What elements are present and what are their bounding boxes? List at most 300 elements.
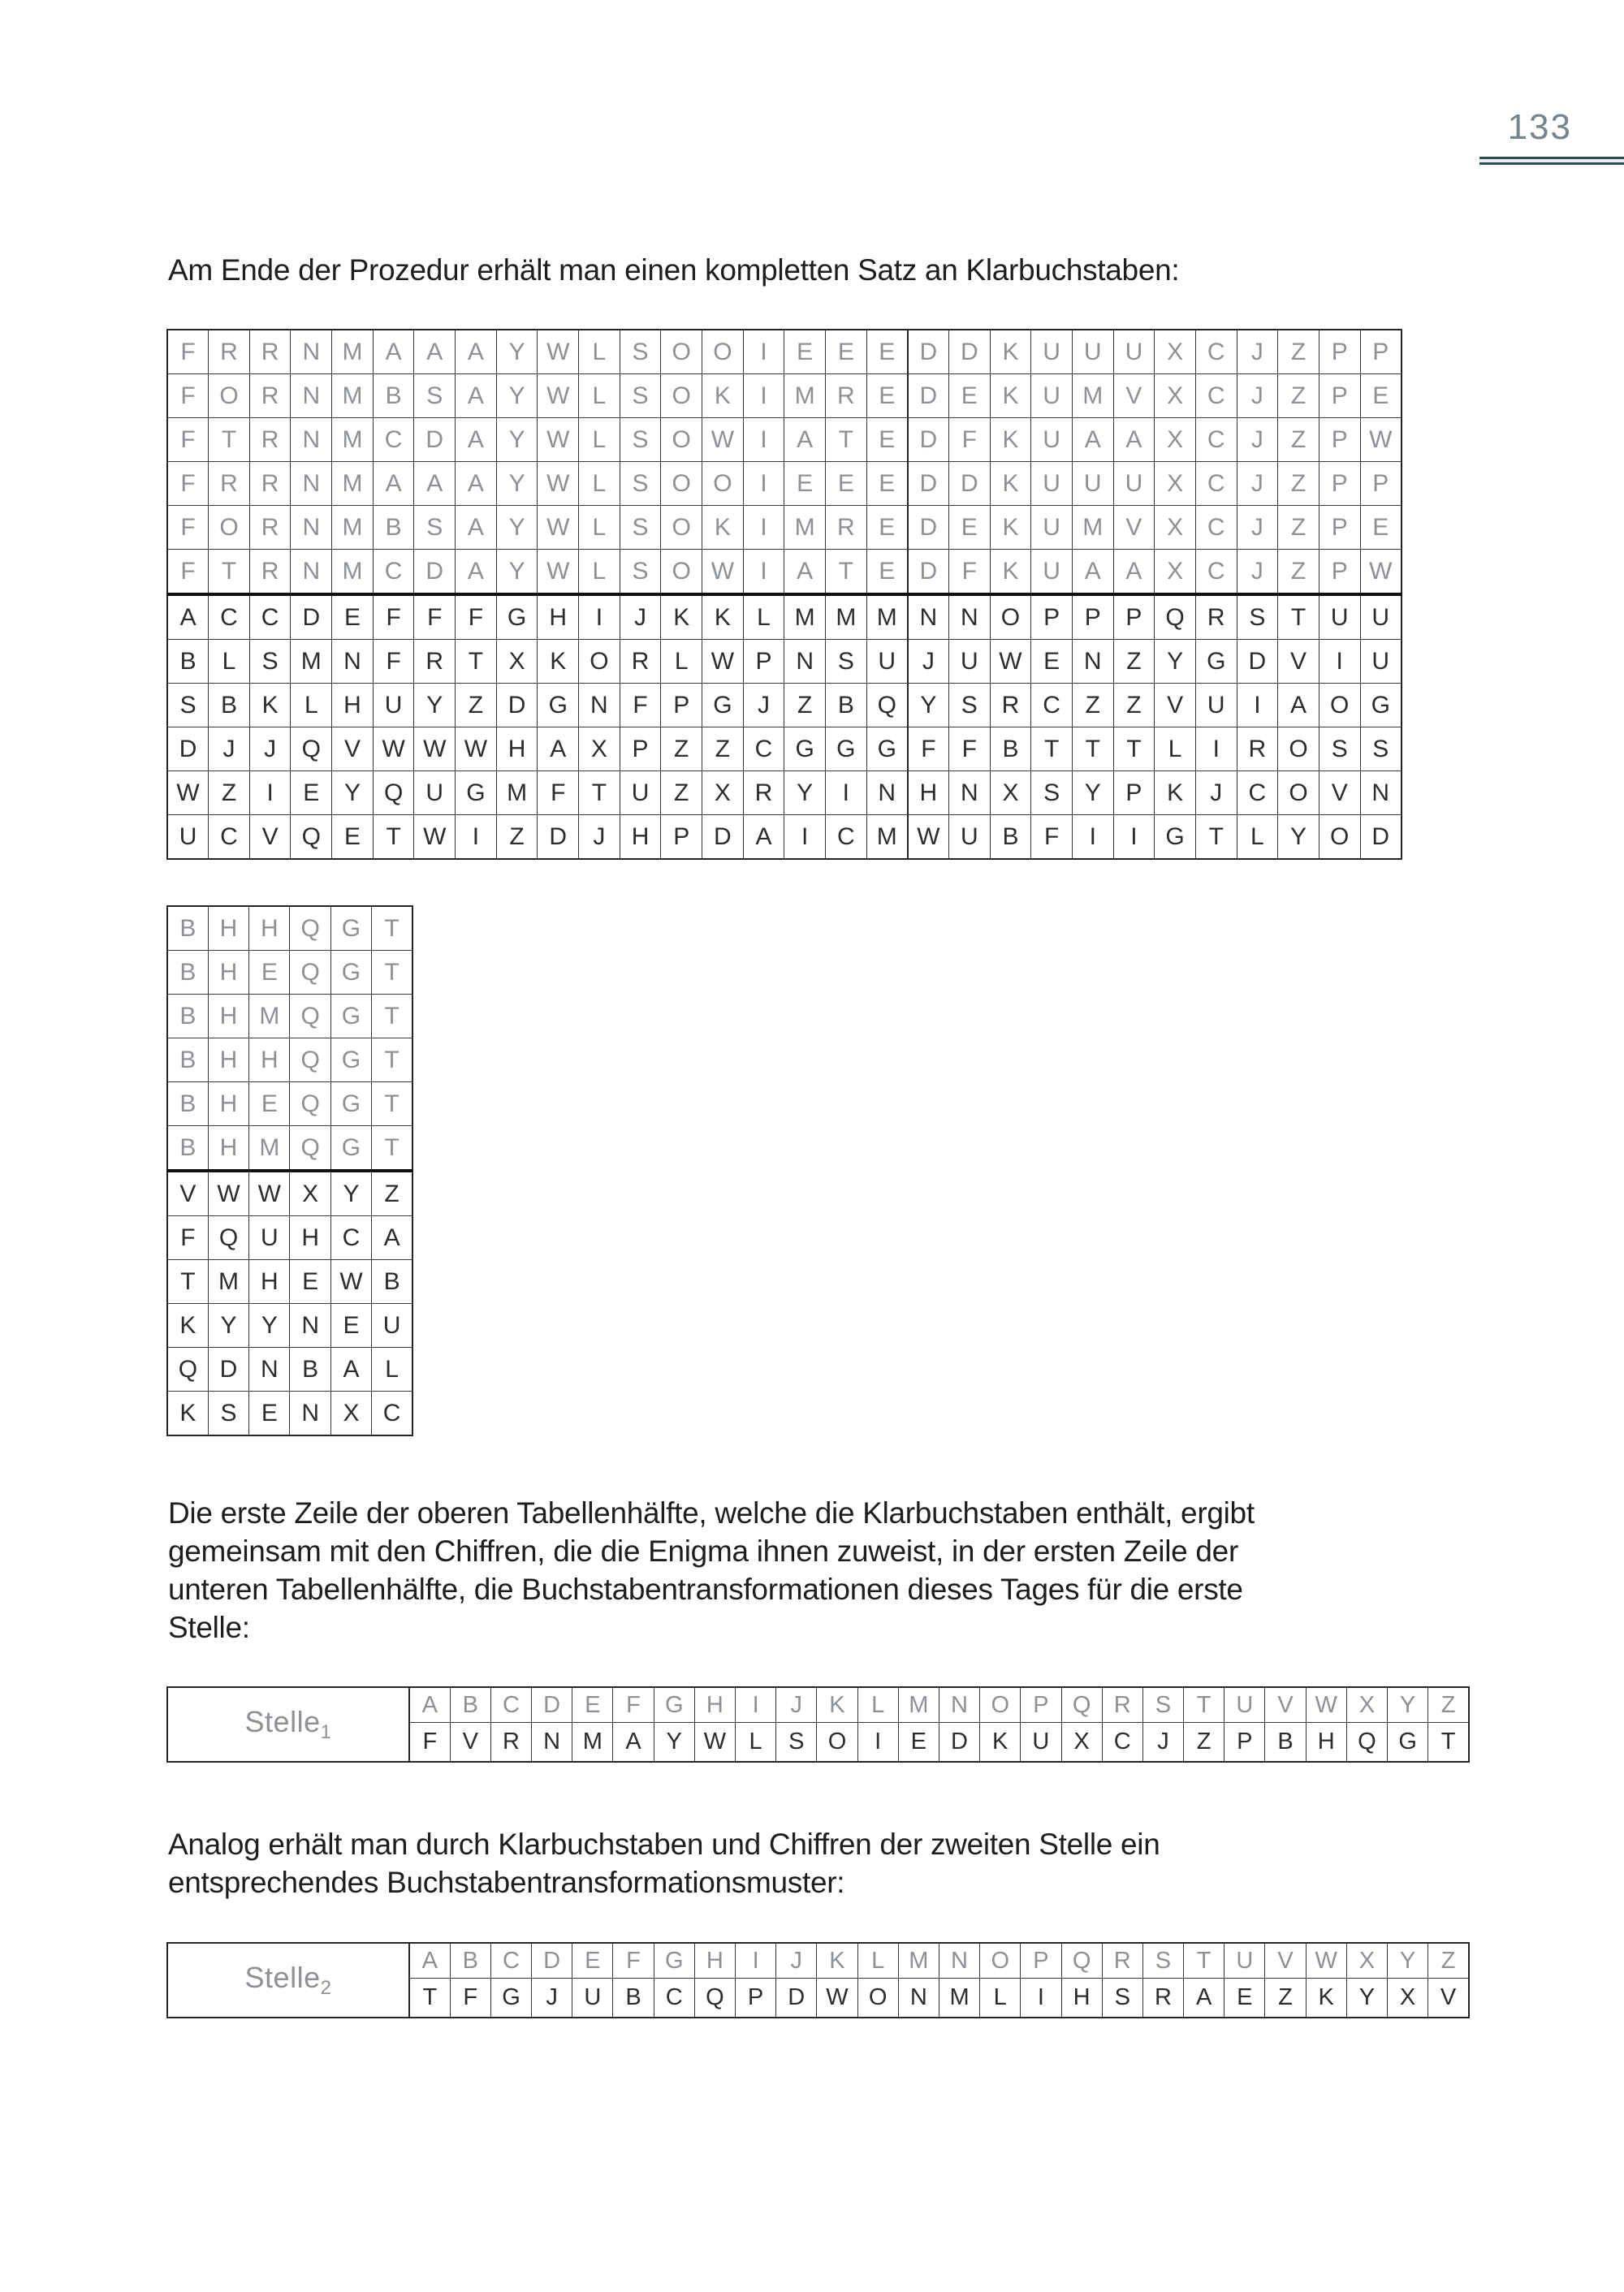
letter-cell: Y	[908, 684, 949, 727]
mapping-cell: L	[736, 1723, 776, 1763]
letter-cell: S	[249, 640, 291, 684]
letter-cell: X	[1155, 462, 1196, 506]
letter-cell: A	[1113, 418, 1155, 462]
mapping-cell: F	[409, 1723, 450, 1763]
letter-cell: M	[332, 374, 374, 418]
letter-cell: H	[208, 995, 248, 1038]
letter-cell: K	[249, 684, 291, 727]
letter-cell: V	[1155, 684, 1196, 727]
letter-cell: Y	[496, 418, 538, 462]
letter-cell: D	[908, 418, 949, 462]
mapping-cell: V	[1428, 1979, 1469, 2018]
letter-cell: Y	[414, 684, 456, 727]
letter-cell: H	[208, 1038, 248, 1082]
letter-cell: L	[1155, 727, 1196, 771]
letter-cell: P	[1031, 594, 1073, 640]
letter-cell: B	[167, 640, 209, 684]
stelle1-table	[166, 1686, 1470, 1763]
letter-cell: N	[290, 1304, 330, 1348]
mapping-cell: C	[654, 1979, 694, 2018]
letter-cell: K	[990, 550, 1031, 595]
letter-cell: G	[456, 771, 497, 815]
letter-cell: D	[908, 550, 949, 595]
alphabet-cell: U	[1224, 1687, 1265, 1723]
letter-cell: R	[249, 550, 291, 595]
letter-cell: C	[373, 418, 414, 462]
letter-cell: C	[330, 1216, 371, 1260]
letter-cell: D	[948, 330, 990, 374]
letter-cell: I	[249, 771, 291, 815]
letter-cell: E	[330, 1304, 371, 1348]
letter-cell: J	[1237, 506, 1278, 550]
letter-cell: U	[414, 771, 456, 815]
letter-cell: S	[620, 462, 661, 506]
letter-cell: U	[372, 1304, 412, 1348]
alphabet-cell: M	[898, 1687, 939, 1723]
letter-cell: A	[373, 330, 414, 374]
letter-cell: B	[990, 815, 1031, 860]
letter-cell: K	[1155, 771, 1196, 815]
plain-letter-row	[167, 462, 1402, 506]
mapping-cell: E	[1224, 1979, 1265, 2018]
letter-cell: E	[866, 550, 908, 595]
letter-cell: R	[249, 418, 291, 462]
letter-cell: A	[456, 506, 497, 550]
letter-cell: E	[249, 1082, 290, 1126]
letter-cell: E	[1031, 640, 1073, 684]
letter-cell: G	[1155, 815, 1196, 860]
paragraph-line: Die erste Zeile der oberen Tabellenhälfte, welche die Klarbuchstaben enthält, ergibt	[168, 1496, 1255, 1530]
letter-cell: M	[208, 1260, 248, 1304]
letter-cell: Z	[1278, 462, 1320, 506]
alphabet-cell: B	[450, 1687, 490, 1723]
alphabet-cell: W	[1306, 1943, 1346, 1979]
mapping-cell: R	[1142, 1979, 1183, 2018]
letter-cell: W	[538, 330, 579, 374]
letter-cell: F	[620, 684, 661, 727]
mapping-cell: Z	[1265, 1979, 1306, 2018]
letter-cell: K	[167, 1304, 208, 1348]
letter-cell: Q	[290, 1038, 330, 1082]
letter-cell: C	[1195, 418, 1237, 462]
alphabet-cell: S	[1142, 1943, 1183, 1979]
intro-heading: Am Ende der Prozedur erhält man einen kompletten Satz an Klarbuchstaben:	[168, 253, 1180, 287]
letter-cell: U	[620, 771, 661, 815]
letter-cell: O	[661, 506, 702, 550]
alphabet-cell: B	[450, 1943, 490, 1979]
letter-cell: D	[1360, 815, 1402, 860]
letter-cell: B	[990, 727, 1031, 771]
letter-cell: D	[948, 462, 990, 506]
letter-cell: O	[661, 462, 702, 506]
letter-cell: X	[496, 640, 538, 684]
alphabet-cell: L	[857, 1687, 898, 1723]
letter-cell: W	[538, 462, 579, 506]
letter-cell: S	[620, 506, 661, 550]
letter-cell: T	[209, 550, 250, 595]
letter-cell: Z	[1113, 684, 1155, 727]
letter-cell: A	[373, 462, 414, 506]
letter-cell: U	[1031, 374, 1073, 418]
letter-cell: F	[167, 1216, 208, 1260]
paragraph-line: gemeinsam mit den Chiffren, die die Enigma ihnen zuweist, in der ersten Zeile der	[168, 1534, 1238, 1568]
letter-cell: R	[414, 640, 456, 684]
letter-cell: O	[661, 418, 702, 462]
letter-cell: Z	[1278, 330, 1320, 374]
letter-cell: J	[1237, 374, 1278, 418]
letter-cell: Z	[1278, 506, 1320, 550]
letter-cell: Z	[372, 1171, 412, 1216]
paragraph-line: entsprechendes Buchstabentransformationsmuster:	[168, 1866, 845, 1899]
letter-cell: L	[579, 374, 620, 418]
letter-cell: P	[661, 815, 702, 860]
alphabet-cell: T	[1184, 1687, 1224, 1723]
letter-cell: F	[948, 550, 990, 595]
letter-cell: R	[209, 462, 250, 506]
letter-cell: Z	[209, 771, 250, 815]
letter-cell: O	[661, 330, 702, 374]
letter-cell: N	[291, 418, 332, 462]
letter-cell: E	[866, 418, 908, 462]
letter-cell: G	[826, 727, 867, 771]
alphabet-cell: X	[1346, 1943, 1387, 1979]
letter-cell: C	[826, 815, 867, 860]
letter-cell: G	[702, 684, 744, 727]
letter-cell: N	[866, 771, 908, 815]
letter-cell: F	[948, 418, 990, 462]
letter-cell: F	[948, 727, 990, 771]
letter-cell: I	[1195, 727, 1237, 771]
letter-cell: P	[1113, 594, 1155, 640]
letter-cell: E	[249, 951, 290, 995]
letter-cell: Y	[1278, 815, 1320, 860]
letter-cell: A	[330, 1348, 371, 1392]
mapping-cell: A	[1184, 1979, 1224, 2018]
letter-cell: Z	[702, 727, 744, 771]
letter-cell: R	[249, 374, 291, 418]
cipher-letter-row	[167, 815, 1402, 860]
letter-cell: I	[743, 462, 784, 506]
plain-letter-row	[167, 1082, 412, 1126]
letter-cell: W	[167, 771, 209, 815]
letter-cell: N	[291, 550, 332, 595]
letter-cell: D	[291, 594, 332, 640]
plain-letter-row	[167, 374, 1402, 418]
letter-cell: Z	[661, 771, 702, 815]
letter-cell: G	[330, 906, 371, 951]
alphabet-cell: G	[654, 1687, 694, 1723]
cipher-letter-row	[167, 771, 1402, 815]
letter-cell: H	[908, 771, 949, 815]
letter-cell: T	[372, 995, 412, 1038]
letter-cell: O	[1278, 727, 1320, 771]
alphabet-cell: D	[532, 1943, 572, 1979]
letter-cell: M	[291, 640, 332, 684]
letter-cell: D	[908, 506, 949, 550]
letter-cell: O	[579, 640, 620, 684]
plain-letter-row	[167, 906, 412, 951]
letter-cell: P	[1319, 330, 1360, 374]
alphabet-cell: I	[736, 1687, 776, 1723]
letter-cell: H	[620, 815, 661, 860]
letter-cell: R	[1195, 594, 1237, 640]
letter-cell: T	[1113, 727, 1155, 771]
letter-cell: B	[209, 684, 250, 727]
mapping-cell: L	[980, 1979, 1021, 2018]
letter-cell: W	[414, 727, 456, 771]
letter-cell: U	[373, 684, 414, 727]
letter-cell: J	[743, 684, 784, 727]
main-letter-table	[166, 329, 1402, 860]
letter-cell: I	[743, 506, 784, 550]
letter-cell: U	[948, 640, 990, 684]
letter-cell: S	[620, 550, 661, 595]
mapping-cell: B	[613, 1979, 654, 2018]
letter-cell: O	[702, 462, 744, 506]
letter-cell: Y	[330, 1171, 371, 1216]
mapping-cell: Q	[1346, 1723, 1387, 1763]
cipher-letter-row	[167, 1304, 412, 1348]
page-number: 133	[1507, 107, 1572, 147]
alphabet-cell: C	[490, 1943, 531, 1979]
alphabet-cell: Z	[1428, 1943, 1469, 1979]
letter-cell: Q	[167, 1348, 208, 1392]
letter-cell: D	[496, 684, 538, 727]
letter-cell: U	[1319, 594, 1360, 640]
letter-cell: A	[784, 550, 826, 595]
letter-cell: R	[990, 684, 1031, 727]
letter-cell: V	[1113, 506, 1155, 550]
letter-cell: L	[661, 640, 702, 684]
letter-cell: X	[702, 771, 744, 815]
letter-cell: Z	[1278, 374, 1320, 418]
letter-cell: O	[702, 330, 744, 374]
letter-cell: F	[414, 594, 456, 640]
letter-cell: V	[249, 815, 291, 860]
letter-cell: A	[784, 418, 826, 462]
letter-cell: C	[1195, 550, 1237, 595]
mapping-cell: G	[490, 1979, 531, 2018]
plain-letter-row	[167, 951, 412, 995]
letter-cell: G	[496, 594, 538, 640]
letter-cell: U	[1072, 330, 1113, 374]
alphabet-cell: E	[572, 1687, 613, 1723]
letter-cell: L	[579, 550, 620, 595]
mapping-cell: W	[694, 1723, 735, 1763]
letter-cell: T	[456, 640, 497, 684]
letter-cell: R	[249, 330, 291, 374]
letter-cell: M	[784, 374, 826, 418]
letter-cell: E	[290, 1260, 330, 1304]
letter-cell: P	[1319, 374, 1360, 418]
letter-cell: N	[948, 771, 990, 815]
letter-cell: D	[414, 550, 456, 595]
mapping-cell: B	[1265, 1723, 1306, 1763]
mapping-cell: S	[776, 1723, 817, 1763]
letter-cell: G	[1360, 684, 1402, 727]
letter-cell: N	[291, 462, 332, 506]
letter-cell: U	[1031, 462, 1073, 506]
mapping-cell: T	[409, 1979, 450, 2018]
letter-cell: P	[1319, 506, 1360, 550]
letter-cell: N	[1360, 771, 1402, 815]
letter-cell: L	[579, 462, 620, 506]
letter-cell: Z	[456, 684, 497, 727]
letter-cell: A	[538, 727, 579, 771]
letter-cell: S	[1360, 727, 1402, 771]
mapping-cell: K	[1306, 1979, 1346, 2018]
letter-cell: F	[167, 506, 209, 550]
letter-cell: K	[990, 462, 1031, 506]
letter-cell: Q	[291, 815, 332, 860]
letter-cell: O	[209, 374, 250, 418]
letter-cell: H	[208, 951, 248, 995]
letter-cell: U	[1031, 506, 1073, 550]
letter-cell: G	[1195, 640, 1237, 684]
letter-cell: E	[948, 374, 990, 418]
letter-cell: F	[1031, 815, 1073, 860]
letter-cell: A	[456, 550, 497, 595]
alphabet-cell: A	[409, 1687, 450, 1723]
letter-cell: G	[330, 951, 371, 995]
letter-cell: C	[1031, 684, 1073, 727]
mapping-cell: P	[736, 1979, 776, 2018]
letter-cell: X	[990, 771, 1031, 815]
letter-cell: N	[579, 684, 620, 727]
letter-cell: U	[948, 815, 990, 860]
mapping-cell: U	[572, 1979, 613, 2018]
alphabet-cell: J	[776, 1687, 817, 1723]
mapping-cell: N	[898, 1979, 939, 2018]
letter-cell: N	[784, 640, 826, 684]
letter-cell: U	[1113, 330, 1155, 374]
letter-cell: I	[743, 418, 784, 462]
letter-cell: E	[332, 594, 374, 640]
letter-cell: O	[1319, 684, 1360, 727]
alphabet-cell: R	[1102, 1687, 1142, 1723]
letter-cell: D	[908, 374, 949, 418]
letter-cell: T	[372, 1038, 412, 1082]
letter-cell: F	[167, 330, 209, 374]
letter-cell: S	[620, 374, 661, 418]
letter-cell: F	[373, 594, 414, 640]
cipher-letter-row	[167, 1171, 412, 1216]
letter-cell: I	[579, 594, 620, 640]
letter-cell: A	[456, 374, 497, 418]
letter-cell: P	[743, 640, 784, 684]
letter-cell: I	[743, 550, 784, 595]
letter-cell: X	[579, 727, 620, 771]
alphabet-cell: M	[898, 1943, 939, 1979]
letter-cell: Z	[1072, 684, 1113, 727]
letter-cell: J	[620, 594, 661, 640]
mapping-cell: Y	[1346, 1979, 1387, 2018]
letter-cell: O	[209, 506, 250, 550]
letter-cell: N	[332, 640, 374, 684]
alphabet-cell: F	[613, 1687, 654, 1723]
letter-cell: R	[826, 374, 867, 418]
letter-cell: Y	[496, 462, 538, 506]
letter-cell: Q	[290, 1082, 330, 1126]
letter-cell: T	[579, 771, 620, 815]
letter-cell: K	[702, 594, 744, 640]
mapping-cell: F	[450, 1979, 490, 2018]
letter-cell: Q	[290, 995, 330, 1038]
letter-cell: W	[702, 550, 744, 595]
letter-cell: C	[372, 1392, 412, 1436]
letter-cell: M	[332, 506, 374, 550]
letter-cell: W	[330, 1260, 371, 1304]
letter-cell: N	[249, 1348, 290, 1392]
letter-cell: A	[1113, 550, 1155, 595]
letter-cell: Z	[1278, 418, 1320, 462]
letter-cell: J	[1237, 330, 1278, 374]
letter-cell: G	[330, 995, 371, 1038]
letter-cell: O	[990, 594, 1031, 640]
letter-cell: H	[332, 684, 374, 727]
letter-cell: U	[866, 640, 908, 684]
header-rule	[1479, 157, 1624, 165]
letter-cell: B	[167, 995, 208, 1038]
plain-letter-row	[167, 995, 412, 1038]
letter-cell: T	[1031, 727, 1073, 771]
letter-cell: M	[496, 771, 538, 815]
alphabet-cell: H	[694, 1943, 735, 1979]
letter-cell: B	[167, 1038, 208, 1082]
letter-cell: B	[167, 1126, 208, 1172]
mapping-cell: X	[1061, 1723, 1102, 1763]
alphabet-cell: Y	[1388, 1687, 1428, 1723]
letter-cell: F	[373, 640, 414, 684]
letter-cell: Q	[1155, 594, 1196, 640]
letter-cell: W	[1360, 418, 1402, 462]
letter-cell: H	[538, 594, 579, 640]
letter-cell: F	[167, 462, 209, 506]
letter-cell: E	[866, 374, 908, 418]
letter-cell: Y	[496, 550, 538, 595]
alphabet-cell: F	[613, 1943, 654, 1979]
letter-cell: Z	[496, 815, 538, 860]
letter-cell: E	[291, 771, 332, 815]
letter-cell: U	[1031, 418, 1073, 462]
mapping-cell: X	[1388, 1979, 1428, 2018]
letter-cell: R	[209, 330, 250, 374]
letter-cell: U	[1113, 462, 1155, 506]
alphabet-cell: W	[1306, 1687, 1346, 1723]
alphabet-cell: O	[980, 1943, 1021, 1979]
stelle2-table-wrap	[166, 1942, 1470, 2018]
letter-cell: V	[1113, 374, 1155, 418]
letter-cell: H	[290, 1216, 330, 1260]
alphabet-cell: D	[532, 1687, 572, 1723]
letter-cell: J	[1195, 771, 1237, 815]
mapping-cell: E	[898, 1723, 939, 1763]
letter-cell: S	[414, 506, 456, 550]
letter-cell: Q	[290, 906, 330, 951]
letter-cell: Q	[290, 1126, 330, 1172]
mapping-cell: Z	[1184, 1723, 1224, 1763]
letter-cell: M	[1072, 374, 1113, 418]
stelle-label: Stelle$_1$	[167, 1687, 409, 1762]
letter-cell: A	[167, 594, 209, 640]
letter-cell: C	[249, 594, 291, 640]
letter-cell: L	[209, 640, 250, 684]
mapping-cell: O	[857, 1979, 898, 2018]
letter-cell: U	[1360, 594, 1402, 640]
mapping-cell: H	[1306, 1723, 1346, 1763]
letter-cell: W	[414, 815, 456, 860]
letter-cell: X	[1155, 418, 1196, 462]
